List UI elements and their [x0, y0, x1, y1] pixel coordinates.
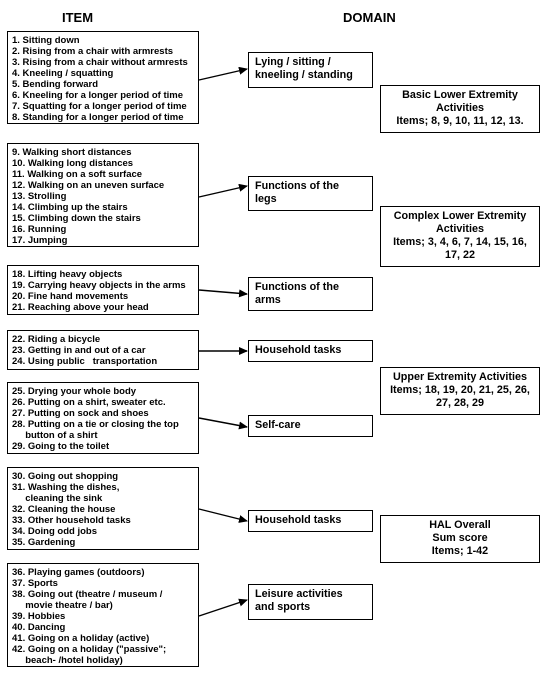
arrow-6 — [199, 509, 247, 521]
summary-box-3 — [380, 367, 540, 415]
arrow-3 — [199, 290, 247, 294]
item-line: 18. Lifting heavy objects — [12, 269, 123, 280]
item-line: 41. Going on a holiday (active) — [12, 633, 150, 644]
arrow-1 — [199, 69, 247, 80]
domain-label-line: Household tasks — [255, 344, 342, 356]
summary-line: Items; 1-42 — [431, 545, 489, 557]
item-group-5 — [7, 382, 199, 454]
item-line: 12. Walking on an uneven surface — [12, 180, 165, 191]
arrow-7 — [199, 600, 247, 616]
summary-box-2 — [380, 206, 540, 267]
item-column-header: ITEM — [62, 10, 94, 25]
item-line: 42. Going on a holiday ("passive"; — [12, 644, 167, 655]
item-line: 16. Running — [12, 224, 67, 235]
item-line: 23. Getting in and out of a car — [12, 345, 146, 356]
item-group-6 — [7, 467, 199, 550]
summary-line: HAL Overall — [429, 519, 491, 531]
summary-line: Activities — [435, 102, 484, 114]
domain-label-line: legs — [255, 193, 277, 205]
domain-box-4 — [248, 340, 373, 362]
domain-box-2 — [248, 176, 373, 211]
item-line: 39. Hobbies — [12, 611, 66, 622]
item-line: 13. Strolling — [12, 191, 67, 202]
item-line: cleaning the sink — [12, 493, 103, 504]
item-line: 3. Rising from a chair without armrests — [12, 57, 188, 68]
item-group-4 — [7, 330, 199, 370]
domain-label-line: Self-care — [255, 419, 301, 431]
summary-line: Items; 8, 9, 10, 11, 12, 13. — [396, 115, 524, 127]
item-line: 5. Bending forward — [12, 79, 99, 90]
summary-line: Items; 3, 4, 6, 7, 14, 15, 16, — [393, 236, 527, 248]
item-line: 6. Kneeling for a longer period of time — [12, 90, 184, 101]
domain-box-6 — [248, 510, 373, 532]
item-line: 21. Reaching above your head — [12, 302, 149, 313]
item-line: beach- /hotel holiday) — [12, 655, 123, 666]
item-line: 36. Playing games (outdoors) — [12, 567, 145, 578]
arrow-2 — [199, 186, 247, 197]
item-line: 1. Sitting down — [12, 35, 80, 46]
domain-label-line: kneeling / standing — [255, 69, 353, 81]
item-line: 33. Other household tasks — [12, 515, 131, 526]
item-line: 15. Climbing down the stairs — [12, 213, 141, 224]
item-line: 22. Riding a bicycle — [12, 334, 101, 345]
item-line: 26. Putting on a shirt, sweater etc. — [12, 397, 166, 408]
item-line: movie theatre / bar) — [12, 600, 113, 611]
item-group-2 — [7, 143, 199, 247]
item-line: 31. Washing the dishes, — [12, 482, 120, 493]
domain-label-line: Lying / sitting / — [255, 56, 331, 68]
summary-line: Upper Extremity Activities — [392, 371, 527, 383]
domain-column-header: DOMAIN — [343, 10, 396, 25]
item-line: 8. Standing for a longer period of time — [12, 112, 184, 123]
domain-label-line: Leisure activities — [255, 588, 343, 600]
domain-label-line: Functions of the — [255, 180, 339, 192]
summary-box-1 — [380, 85, 540, 133]
item-line: 40. Dancing — [12, 622, 66, 633]
domain-label-line: Functions of the — [255, 281, 339, 293]
arrow-5 — [199, 418, 247, 427]
item-line: 2. Rising from a chair with armrests — [12, 46, 174, 57]
item-line: 34. Doing odd jobs — [12, 526, 97, 537]
item-line: 25. Drying your whole body — [12, 386, 137, 397]
domain-label-line: and sports — [255, 601, 311, 613]
item-line: 10. Walking long distances — [12, 158, 134, 169]
summary-line: Activities — [435, 223, 484, 235]
item-line: 20. Fine hand movements — [12, 291, 129, 302]
domain-box-1 — [248, 52, 373, 88]
summary-line: 27, 28, 29 — [435, 397, 485, 409]
item-line: 7. Squatting for a longer period of time — [12, 101, 187, 112]
summary-line: Sum score — [432, 532, 488, 544]
item-line: 24. Using public transportation — [12, 356, 158, 367]
item-line: 19. Carrying heavy objects in the arms — [12, 280, 186, 291]
domain-box-7 — [248, 584, 373, 620]
domain-box-3 — [248, 277, 373, 311]
item-line: 37. Sports — [12, 578, 58, 589]
item-group-7 — [7, 563, 199, 667]
summary-line: 17, 22 — [444, 249, 476, 261]
item-line: 11. Walking on a soft surface — [12, 169, 143, 180]
domain-label-line: arms — [255, 294, 281, 306]
item-line: 28. Putting on a tie or closing the top — [12, 419, 179, 430]
item-line: 9. Walking short distances — [12, 147, 132, 158]
item-group-1 — [7, 31, 199, 124]
item-line: button of a shirt — [12, 430, 98, 441]
item-line: 4. Kneeling / squatting — [12, 68, 114, 79]
item-line: 14. Climbing up the stairs — [12, 202, 128, 213]
domain-box-5 — [248, 415, 373, 437]
summary-line: Complex Lower Extremity — [393, 210, 527, 222]
item-line: 32. Cleaning the house — [12, 504, 116, 515]
item-line: 35. Gardening — [12, 537, 76, 548]
item-line: 38. Going out (theatre / museum / — [12, 589, 163, 600]
item-line: 29. Going to the toilet — [12, 441, 110, 452]
summary-line: Basic Lower Extremity — [402, 89, 518, 101]
summary-line: Items; 18, 19, 20, 21, 25, 26, — [390, 384, 530, 396]
item-line: 27. Putting on sock and shoes — [12, 408, 149, 419]
item-group-3 — [7, 265, 199, 315]
domain-label-line: Household tasks — [255, 514, 342, 526]
item-line: 30. Going out shopping — [12, 471, 119, 482]
item-line: 17. Jumping — [12, 235, 68, 246]
summary-box-4 — [380, 515, 540, 563]
